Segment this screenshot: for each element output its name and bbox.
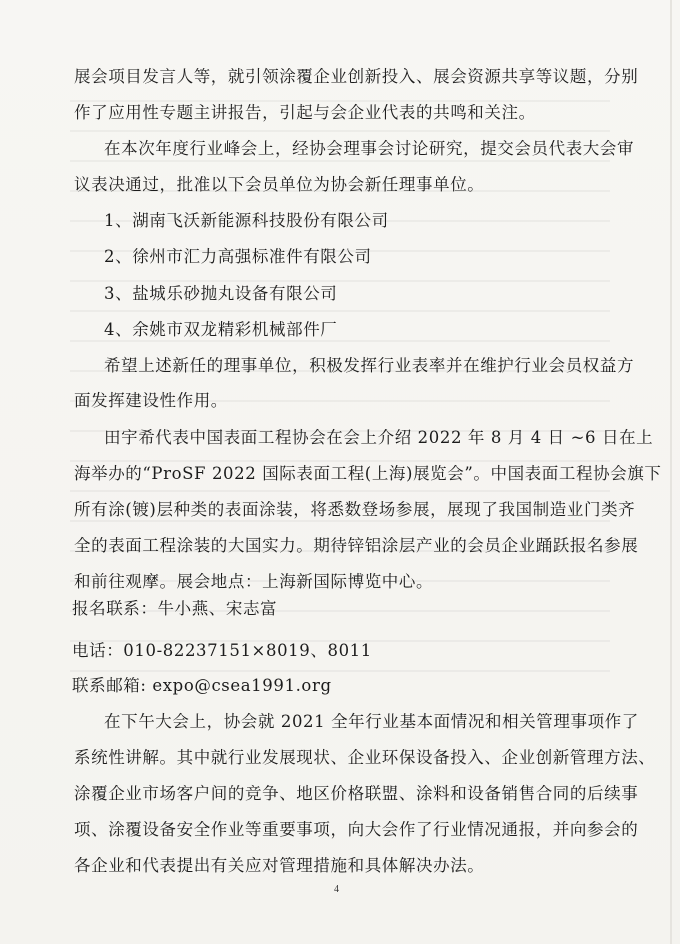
list-item: 1、湖南飞沃新能源科技股份有限公司 <box>104 211 389 230</box>
paragraph-line: 和前往观摩。展会地点：上海新国际博览中心。 <box>74 572 434 591</box>
list-item: 3、盐城乐砂抛丸设备有限公司 <box>104 284 338 303</box>
paragraph-line: 涂覆企业市场客户间的竞争、地区价格联盟、涂料和设备销售合同的后续事 <box>74 784 639 803</box>
page-edge <box>670 0 672 944</box>
page-number: 4 <box>334 884 339 895</box>
paragraph-line: 所有涂(镀)层种类的表面涂装，将悉数登场参展，展现了我国制造业门类齐 <box>74 500 636 519</box>
paragraph-line: 希望上述新任的理事单位，积极发挥行业表率并在维护行业会员权益方 <box>104 356 635 375</box>
paragraph-line: 在下午大会上，协会就 2021 全年行业基本面情况和相关管理事项作了 <box>104 712 639 731</box>
paragraph-line: 全的表面工程涂装的大国实力。期待锌铝涂层产业的会员企业踊跃报名参展 <box>74 536 639 555</box>
paragraph-line: 项、涂覆设备安全作业等重要事项，向大会作了行业情况通报，并向参会的 <box>74 820 639 839</box>
contact-name: 报名联系：牛小燕、宋志富 <box>72 599 278 618</box>
contact-phone: 电话：010-82237151×8019、8011 <box>72 641 372 660</box>
paragraph-line: 海举办的“ProSF 2022 国际表面工程(上海)展览会”。中国表面工程协会旗下 <box>74 464 662 483</box>
paragraph-line: 作了应用性专题主讲报告，引起与会企业代表的共鸣和关注。 <box>74 103 536 122</box>
paragraph-line: 田宇希代表中国表面工程协会在会上介绍 2022 年 8 月 4 日 ~6 日在上 <box>104 428 654 447</box>
list-item: 2、徐州市汇力高强标准件有限公司 <box>104 247 372 266</box>
paragraph-line: 面发挥建设性作用。 <box>74 391 228 410</box>
paragraph-line: 议表决通过，批准以下会员单位为协会新任理事单位。 <box>74 175 485 194</box>
paragraph-line: 各企业和代表提出有关应对管理措施和具体解决办法。 <box>74 856 485 875</box>
paragraph-line: 在本次年度行业峰会上，经协会理事会讨论研究，提交会员代表大会审 <box>104 139 635 158</box>
paragraph-line: 展会项目发言人等，就引领涂覆企业创新投入、展会资源共享等议题，分别 <box>74 67 639 86</box>
list-item: 4、余姚市双龙精彩机械部件厂 <box>104 320 338 339</box>
paragraph-line: 系统性讲解。其中就行业发展现状、企业环保设备投入、企业创新管理方法、 <box>74 748 656 767</box>
contact-email: 联系邮箱: expo@csea1991.org <box>72 676 332 695</box>
